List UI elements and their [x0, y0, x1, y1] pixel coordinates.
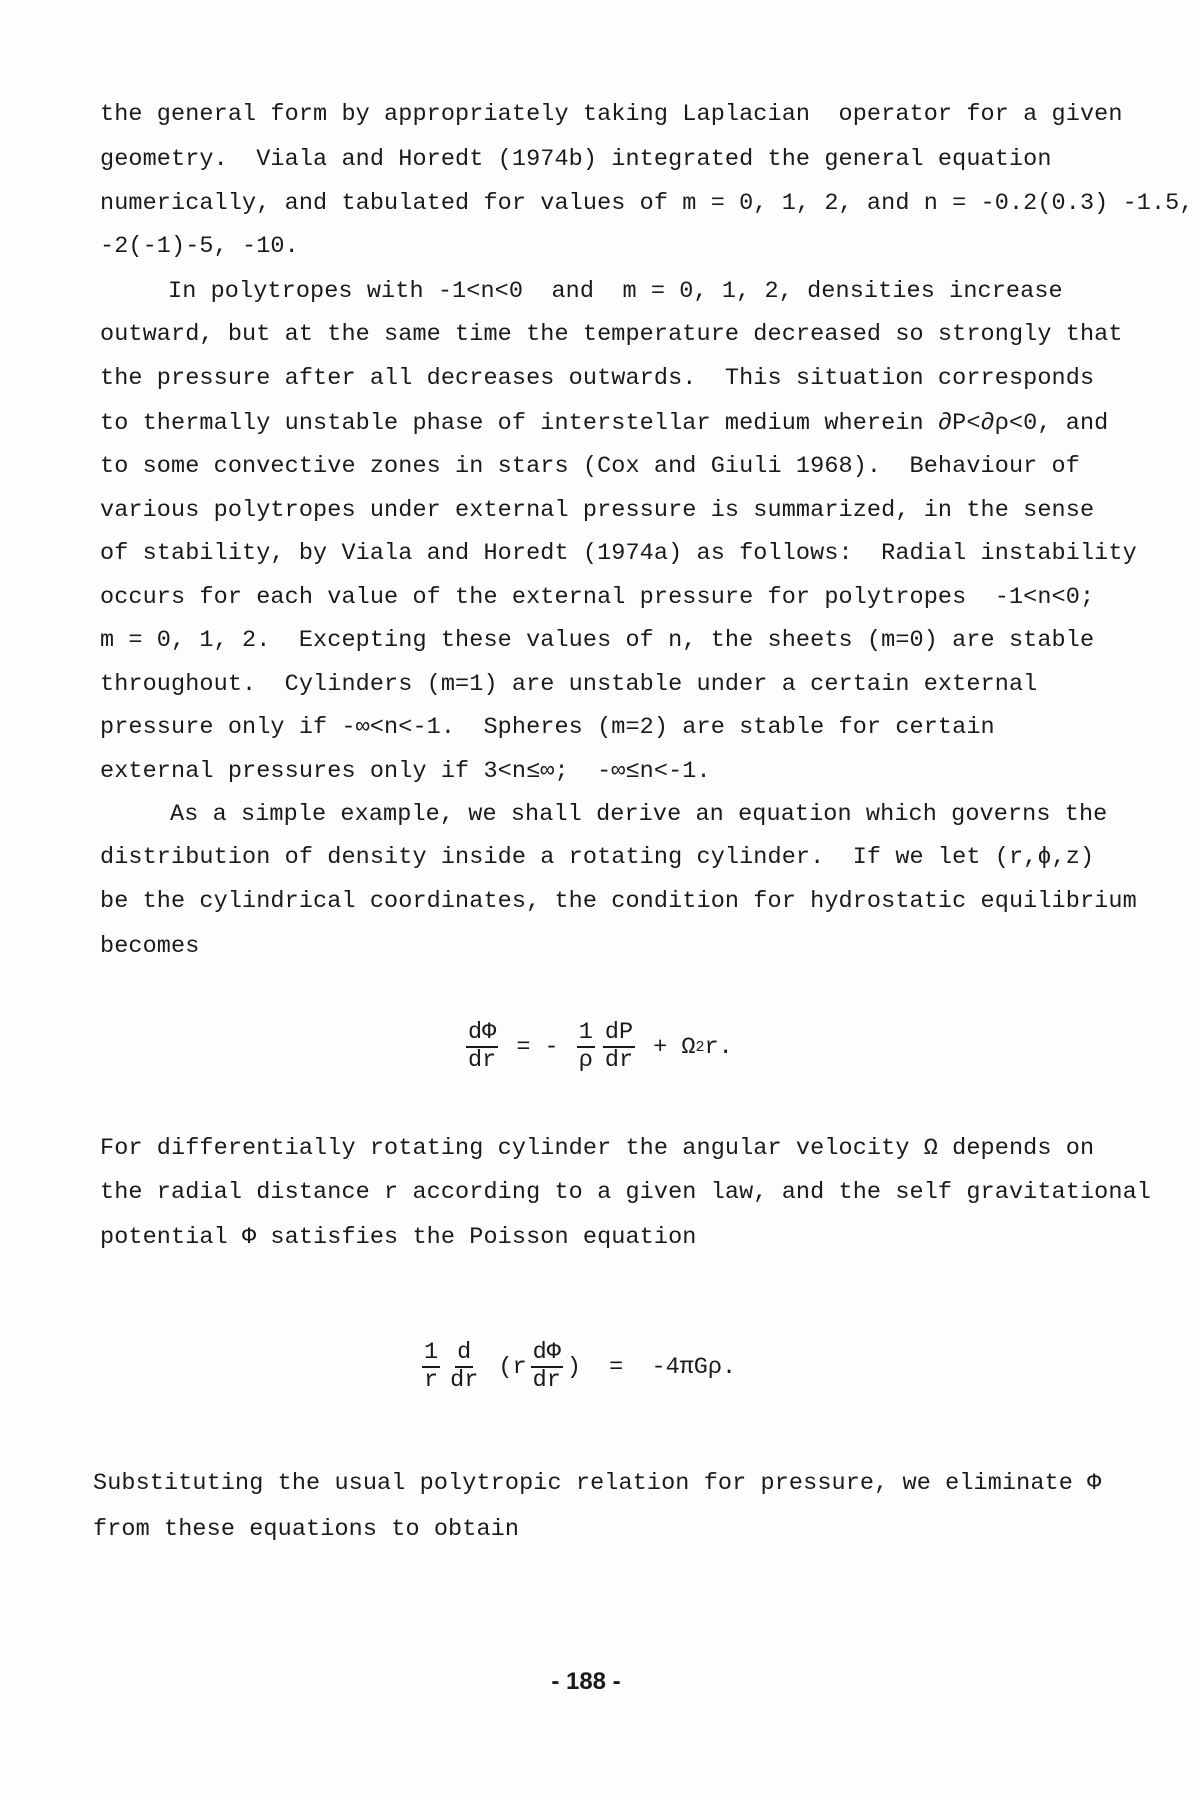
text-line: the general form by appropriately taking Laplacian operator for a given	[100, 101, 1123, 128]
text-line: to thermally unstable phase of interstellar medium wherein ∂P<∂ρ<0, and	[100, 410, 1109, 437]
numerator: d	[457, 1339, 472, 1366]
equation-hydrostatic	[462, 1020, 733, 1074]
fraction	[466, 1020, 498, 1074]
page-number: - 188 -	[551, 1668, 621, 1695]
term: + Ω	[639, 1033, 696, 1061]
text-line: occurs for each value of the external pressure for polytropes -1<n<0;	[100, 584, 1095, 611]
fraction	[577, 1020, 595, 1074]
text-line: throughout. Cylinders (m=1) are unstable under a certain external	[100, 671, 1038, 698]
text-line: the radial distance r according to a given law, and the self gravitational	[100, 1179, 1151, 1206]
denominator: dr	[604, 1047, 634, 1074]
text-line: becomes	[100, 933, 200, 960]
text-line: numerically, and tabulated for values of m = 0, 1, 2, and n = -0.2(0.3) -1.5,	[100, 190, 1194, 217]
equation-poisson	[418, 1340, 736, 1394]
numerator: dP	[604, 1019, 634, 1046]
denominator: r	[424, 1367, 439, 1394]
text-line: In polytropes with -1<n<0 and m = 0, 1, 2, densities increase	[168, 278, 1063, 305]
text-line: geometry. Viala and Horedt (1974b) integrated the general equation	[100, 146, 1052, 173]
numerator: dΦ	[532, 1339, 561, 1366]
numerator: 1	[578, 1019, 593, 1046]
denominator: dr	[450, 1367, 479, 1394]
equals-sign: = -	[502, 1033, 573, 1061]
term: r.	[704, 1033, 733, 1061]
text-line: external pressures only if 3<n≤∞; -∞≤n<-1.	[100, 758, 711, 785]
numerator: dΦ	[468, 1019, 497, 1046]
text-line: pressure only if -∞<n<-1. Spheres (m=2) are stable for certain	[100, 714, 995, 741]
fraction	[422, 1340, 440, 1394]
numerator: 1	[424, 1339, 439, 1366]
text-line: m = 0, 1, 2. Excepting these values of n, the sheets (m=0) are stable	[100, 627, 1095, 654]
text-line: Substituting the usual polytropic relation for pressure, we eliminate Φ	[93, 1470, 1102, 1497]
text-line: of stability, by Viala and Horedt (1974a) as follows: Radial instability	[100, 540, 1137, 567]
text-line: outward, but at the same time the temperature decreased so strongly that	[100, 321, 1123, 348]
rhs: = -4πGρ.	[580, 1353, 737, 1381]
text-line: various polytropes under external pressure is summarized, in the sense	[100, 497, 1095, 524]
text-line: distribution of density inside a rotating cylinder. If we let (r,ϕ,z)	[100, 844, 1095, 871]
paren-close: )	[566, 1353, 581, 1381]
fraction	[603, 1020, 635, 1074]
text-line: -2(-1)-5, -10.	[100, 233, 299, 260]
text-line: For differentially rotating cylinder the angular velocity Ω depends on	[100, 1135, 1095, 1162]
denominator: ρ	[578, 1047, 593, 1074]
paren-open: (r	[484, 1353, 527, 1381]
fraction	[448, 1340, 480, 1394]
exponent: 2	[695, 1038, 705, 1056]
text-line: from these equations to obtain	[93, 1516, 520, 1543]
denominator: dr	[532, 1367, 561, 1394]
text-line: be the cylindrical coordinates, the condition for hydrostatic equilibrium	[100, 888, 1137, 915]
text-line: As a simple example, we shall derive an equation which governs the	[170, 801, 1108, 828]
text-line: the pressure after all decreases outwards. This situation corresponds	[100, 365, 1095, 392]
text-line: potential Φ satisfies the Poisson equation	[100, 1224, 697, 1251]
denominator: dr	[468, 1047, 497, 1074]
fraction	[531, 1340, 563, 1394]
text-line: to some convective zones in stars (Cox and Giuli 1968). Behaviour of	[100, 453, 1080, 480]
